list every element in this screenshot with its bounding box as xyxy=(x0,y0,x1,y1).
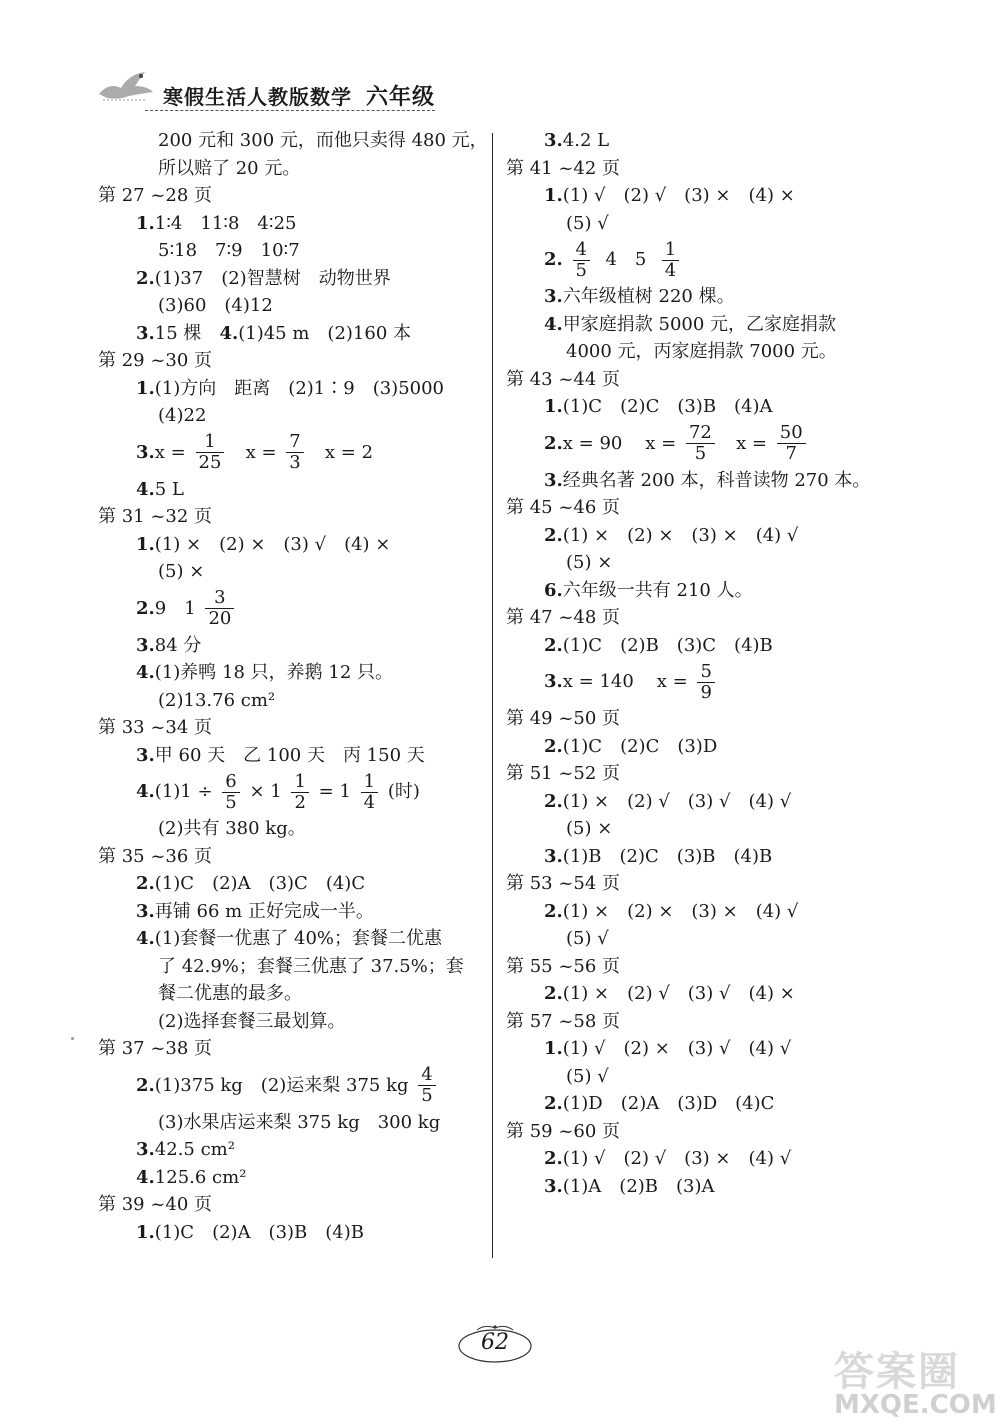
fraction: $\frac{3}{20}$ xyxy=(205,588,234,629)
section-heading: 第 57 ~58 页 xyxy=(506,1010,621,1032)
answer-line: 1.(1) √ (2) × (3) √ (4) √ xyxy=(544,1038,792,1059)
answer-line: 3.(1)B (2)C (3)B (4)B xyxy=(544,845,773,867)
section-heading: 第 39 ~40 页 xyxy=(98,1194,213,1215)
answer-line: 4000 元，丙家庭捐款 7000 元。 xyxy=(566,341,837,362)
header-rule xyxy=(145,110,435,111)
answer-line: 4.(1)套餐一优惠了 40%；套餐二优惠 xyxy=(136,928,443,949)
answer-line: 2.(1) × (2) √ (3) √ (4) √ xyxy=(544,790,792,812)
answer-line: 3.再铺 66 m 正好完成一半。 xyxy=(136,900,374,922)
answer-line: 4.(1)养鸭 18 只，养鹅 12 只。 xyxy=(136,662,393,683)
section-heading: 第 51 ~52 页 xyxy=(506,763,621,784)
section-heading: 第 29 ~30 页 xyxy=(98,350,213,371)
answer-line: 2.(1) × (2) × (3) × (4) √ xyxy=(544,900,799,922)
watermark xyxy=(828,1340,1000,1427)
answer-line: (5) × xyxy=(566,552,613,573)
answer-line: 2.(1)C (2)B (3)C (4)B xyxy=(544,634,773,656)
fraction: $\frac{1}{25}$ xyxy=(196,432,225,473)
answer-line: (5) × xyxy=(158,561,205,582)
answer-line: 2.(1)C (2)C (3)D xyxy=(544,735,718,757)
fraction: $\frac{1}{2}$ xyxy=(291,772,308,813)
answer-line: (5) √ xyxy=(566,1065,609,1087)
answer-line: 5∶18 7∶9 10∶7 xyxy=(158,240,300,261)
answer-line: 3.六年级植树 220 棵。 xyxy=(544,286,735,307)
section-heading: 第 35 ~36 页 xyxy=(98,845,213,867)
answer-line: (5) × xyxy=(566,818,613,839)
answer-line: 2. $\frac{4}{5}$ 4 5 $\frac{1}{4}$ xyxy=(506,237,926,283)
answer-line: 3.经典名著 200 本，科普读物 270 本。 xyxy=(544,469,871,491)
section-heading: 第 33 ~34 页 xyxy=(98,717,213,738)
answer-line: 4.125.6 cm² xyxy=(136,1166,247,1188)
section-heading: 第 55 ~56 页 xyxy=(506,955,621,977)
fraction: $\frac{4}{5}$ xyxy=(418,1065,435,1106)
section-heading: 第 37 ~38 页 xyxy=(98,1038,213,1059)
section-heading: 第 49 ~50 页 xyxy=(506,708,621,729)
grade-label: 六年级 xyxy=(366,85,436,110)
answer-line: 2.(1) × (2) √ (3) √ (4) × xyxy=(544,983,795,1004)
column-divider xyxy=(492,133,493,1258)
answer-line: 3.15 棵 4.(1)45 m (2)160 本 xyxy=(136,322,412,344)
answer-line: 3.(1)A (2)B (3)A xyxy=(544,1175,715,1197)
fraction: $\frac{1}{4}$ xyxy=(361,772,378,813)
answer-line: 2.9 1 $\frac{3}{20}$ xyxy=(98,586,483,632)
watermark-url: MXQE.COM xyxy=(834,1390,997,1420)
section-heading: 第 45 ~46 页 xyxy=(506,497,621,518)
answer-line: 200 元和 300 元，而他只卖得 480 元， xyxy=(158,130,488,151)
fraction: $\frac{5}{9}$ xyxy=(697,662,714,703)
fraction: $\frac{72}{5}$ xyxy=(686,423,715,464)
answer-line: 6.六年级一共有 210 人。 xyxy=(544,579,753,601)
answer-line: 1.1∶4 11∶8 4∶25 xyxy=(136,212,297,234)
answer-line: 2.(1)375 kg (2)运来梨 375 kg $\frac{4}{5}$ xyxy=(98,1063,483,1109)
answer-line: (2)选择套餐三最划算。 xyxy=(158,1010,346,1032)
answer-line: 3.4.2 L xyxy=(544,130,610,151)
answer-line: (2)共有 380 kg。 xyxy=(158,818,306,839)
answer-line: 2.(1) √ (2) √ (3) × (4) √ xyxy=(544,1148,792,1169)
answer-line: 1.(1) × (2) × (3) √ (4) × xyxy=(136,533,391,555)
answer-line: 了 42.9%；套餐三优惠了 37.5%；套 xyxy=(158,955,464,977)
answer-line: 2.(1)D (2)A (3)D (4)C xyxy=(544,1093,775,1114)
answer-line: 1.(1)方向 距离 (2)1∶9 (3)5000 xyxy=(136,377,445,399)
watermark-logo: 答案圈 xyxy=(834,1349,960,1395)
answer-line: 3.x = 140 x = $\frac{5}{9}$ xyxy=(506,659,926,705)
answer-line: (3)水果店运来梨 375 kg 300 kg xyxy=(158,1111,441,1133)
fraction: $\frac{7}{3}$ xyxy=(286,432,303,473)
fraction: $\frac{4}{5}$ xyxy=(573,240,590,281)
answer-line: (5) √ xyxy=(566,212,609,234)
answer-line: 4.5 L xyxy=(136,478,184,500)
answer-line: 3.x = $\frac{1}{25}$ x = $\frac{7}{3}$ x = 2 xyxy=(136,431,374,473)
answer-line: 1.(1) √ (2) √ (3) × (4) × xyxy=(544,185,795,206)
answer-line: 4.(1)1 ÷ $\frac{6}{5}$ × 1 $\frac{1}{2}$ = 1 $\frac{1}{4}$ (时) xyxy=(136,770,420,813)
page-header xyxy=(95,60,435,114)
answer-line: 3.甲 60 天 乙 100 天 丙 150 天 xyxy=(136,744,425,766)
left-column xyxy=(98,127,488,1246)
answer-line: 1.(1)C (2)C (3)B (4)A xyxy=(544,396,773,417)
right-column xyxy=(506,127,926,1200)
answer-line: 2.(1) × (2) × (3) × (4) √ xyxy=(544,524,799,546)
answer-line: (3)60 (4)12 xyxy=(158,295,273,316)
answer-line: 餐二优惠的最多。 xyxy=(158,983,302,1004)
fraction: $\frac{50}{7}$ xyxy=(777,423,806,464)
bird-logo-icon xyxy=(95,64,155,104)
answer-line: (5) √ xyxy=(566,928,609,949)
answer-line: 4.甲家庭捐款 5000 元，乙家庭捐款 xyxy=(544,313,837,335)
answer-line: 2.x = 90 x = $\frac{72}{5}$ x = $\frac{50}{7}$ xyxy=(506,421,926,467)
answer-line: 3.84 分 xyxy=(136,634,202,656)
section-heading: 第 53 ~54 页 xyxy=(506,873,621,894)
answer-line: 1.(1)C (2)A (3)B (4)B xyxy=(136,1221,365,1243)
answer-line: 所以赔了 20 元。 xyxy=(158,157,301,179)
margin-mark xyxy=(71,1037,74,1040)
fraction: $\frac{6}{5}$ xyxy=(222,772,239,813)
answer-line: (2)13.76 cm² xyxy=(158,689,276,711)
section-heading: 第 41 ~42 页 xyxy=(506,157,621,179)
page-number: 62 xyxy=(455,1322,535,1366)
section-heading: 第 27 ~28 页 xyxy=(98,185,213,206)
section-heading: 第 43 ~44 页 xyxy=(506,368,621,390)
fraction: $\frac{1}{4}$ xyxy=(662,240,679,281)
section-heading: 第 31 ~32 页 xyxy=(98,506,213,527)
answer-line: (4)22 xyxy=(158,405,207,426)
section-heading: 第 47 ~48 页 xyxy=(506,607,621,628)
answer-line: 2.(1)37 (2)智慧树 动物世界 xyxy=(136,267,391,289)
answer-line: 2.(1)C (2)A (3)C (4)C xyxy=(136,873,366,894)
book-title: 寒假生活人教版数学 六年级 xyxy=(163,85,436,110)
section-heading: 第 59 ~60 页 xyxy=(506,1120,621,1142)
answer-line: 3.42.5 cm² xyxy=(136,1139,235,1160)
